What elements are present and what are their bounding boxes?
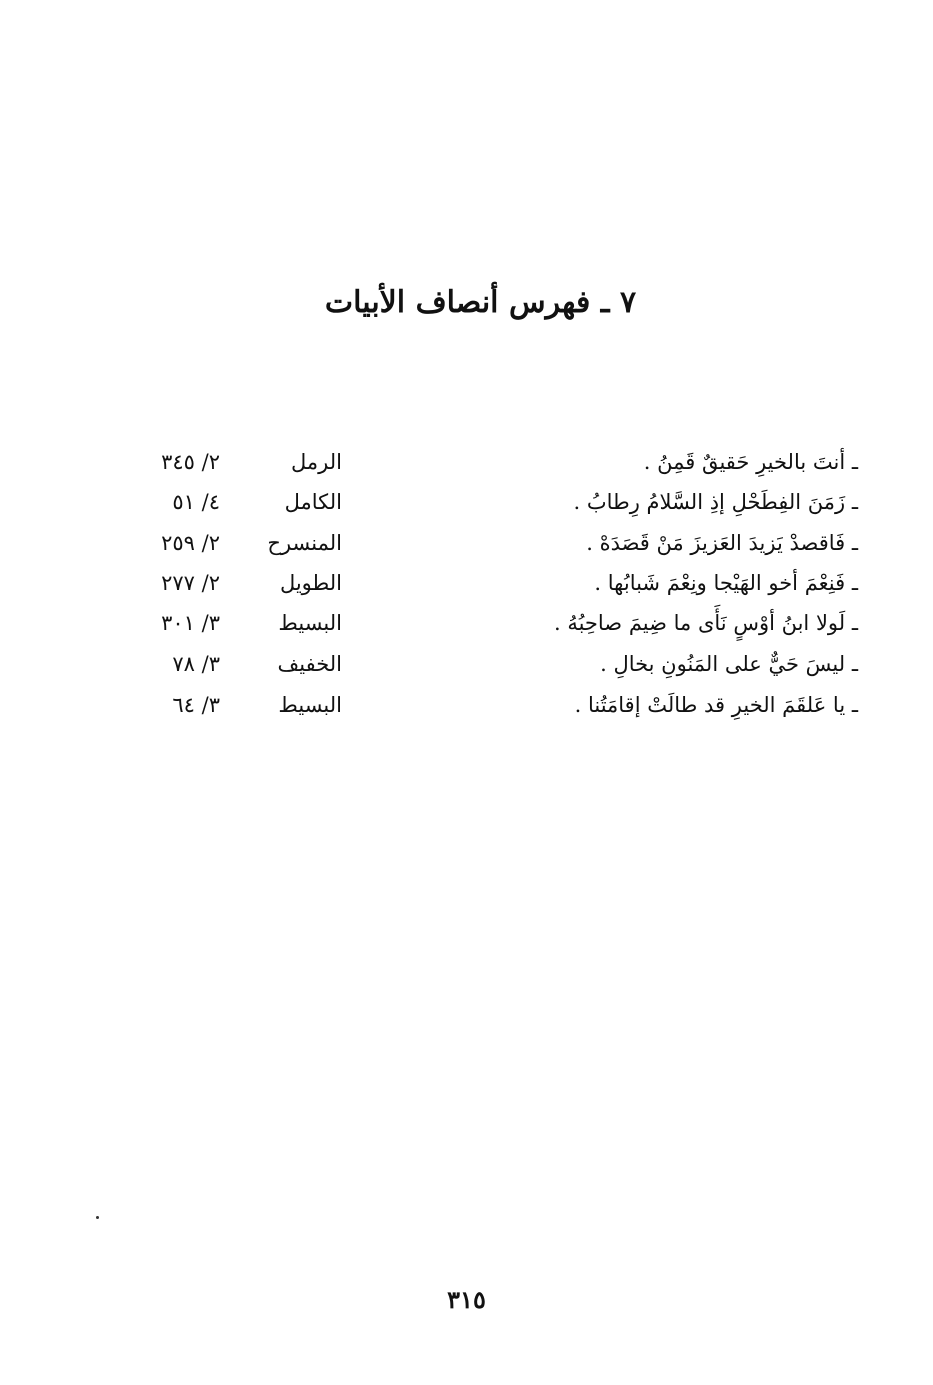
verse-index-list [0,442,933,742]
page-number: ٣١٥ [447,1285,486,1314]
index-entry [0,523,933,563]
verse-text: ـ ليسَ حَيٌّ على المَنُونِ بخالِ . [600,652,858,676]
meter-name: البسيط [278,693,342,717]
volume-page-ref: ٣/ ٦٤ [172,693,220,717]
index-entry [0,685,933,725]
volume-page-ref: ٢/ ٣٤٥ [161,450,220,474]
volume-page-ref: ٣/ ٧٨ [172,652,220,676]
verse-text: ـ يا عَلقَمَ الخيرِ قد طالَتْ إقامَتُنا . [574,693,858,717]
index-title: ٧ ـ فهرس أنصاف الأبيات [324,285,637,320]
verse-text: ـ زَمَنَ الفِطَحْلِ إذِ السَّلامُ رِطابُ . [573,490,858,514]
index-entry [0,482,933,522]
verse-text: ـ أنتَ بالخيرِ حَقيقٌ قَمِنُ . [643,450,858,474]
verse-text: ـ فَنِعْمَ أخو الهَيْجا ونِعْمَ شَبابُها . [594,571,858,595]
meter-name: الخفيف [277,652,342,676]
meter-name: المنسرح [267,531,342,555]
volume-page-ref: ٢/ ٢٥٩ [161,531,220,555]
meter-name: الرمل [291,450,342,474]
volume-page-ref: ٢/ ٢٧٧ [161,571,220,595]
meter-name: الطويل [279,571,342,595]
index-entry [0,644,933,684]
index-entry [0,603,933,643]
volume-page-ref: ٣/ ٣٠١ [161,611,220,635]
scan-speck [96,1216,99,1219]
verse-text: ـ فَاقصدْ يَزيدَ العَزيزَ مَنْ قَصَدَهْ . [586,531,858,555]
meter-name: البسيط [278,611,342,635]
index-entry [0,563,933,603]
index-entry [0,442,933,482]
volume-page-ref: ٤/ ٥١ [172,490,220,514]
verse-text: ـ لَولا ابنُ أوْسٍ نَأَى ما ضِيمَ صاحِبُهُ . [553,611,858,635]
meter-name: الكامل [284,490,342,514]
